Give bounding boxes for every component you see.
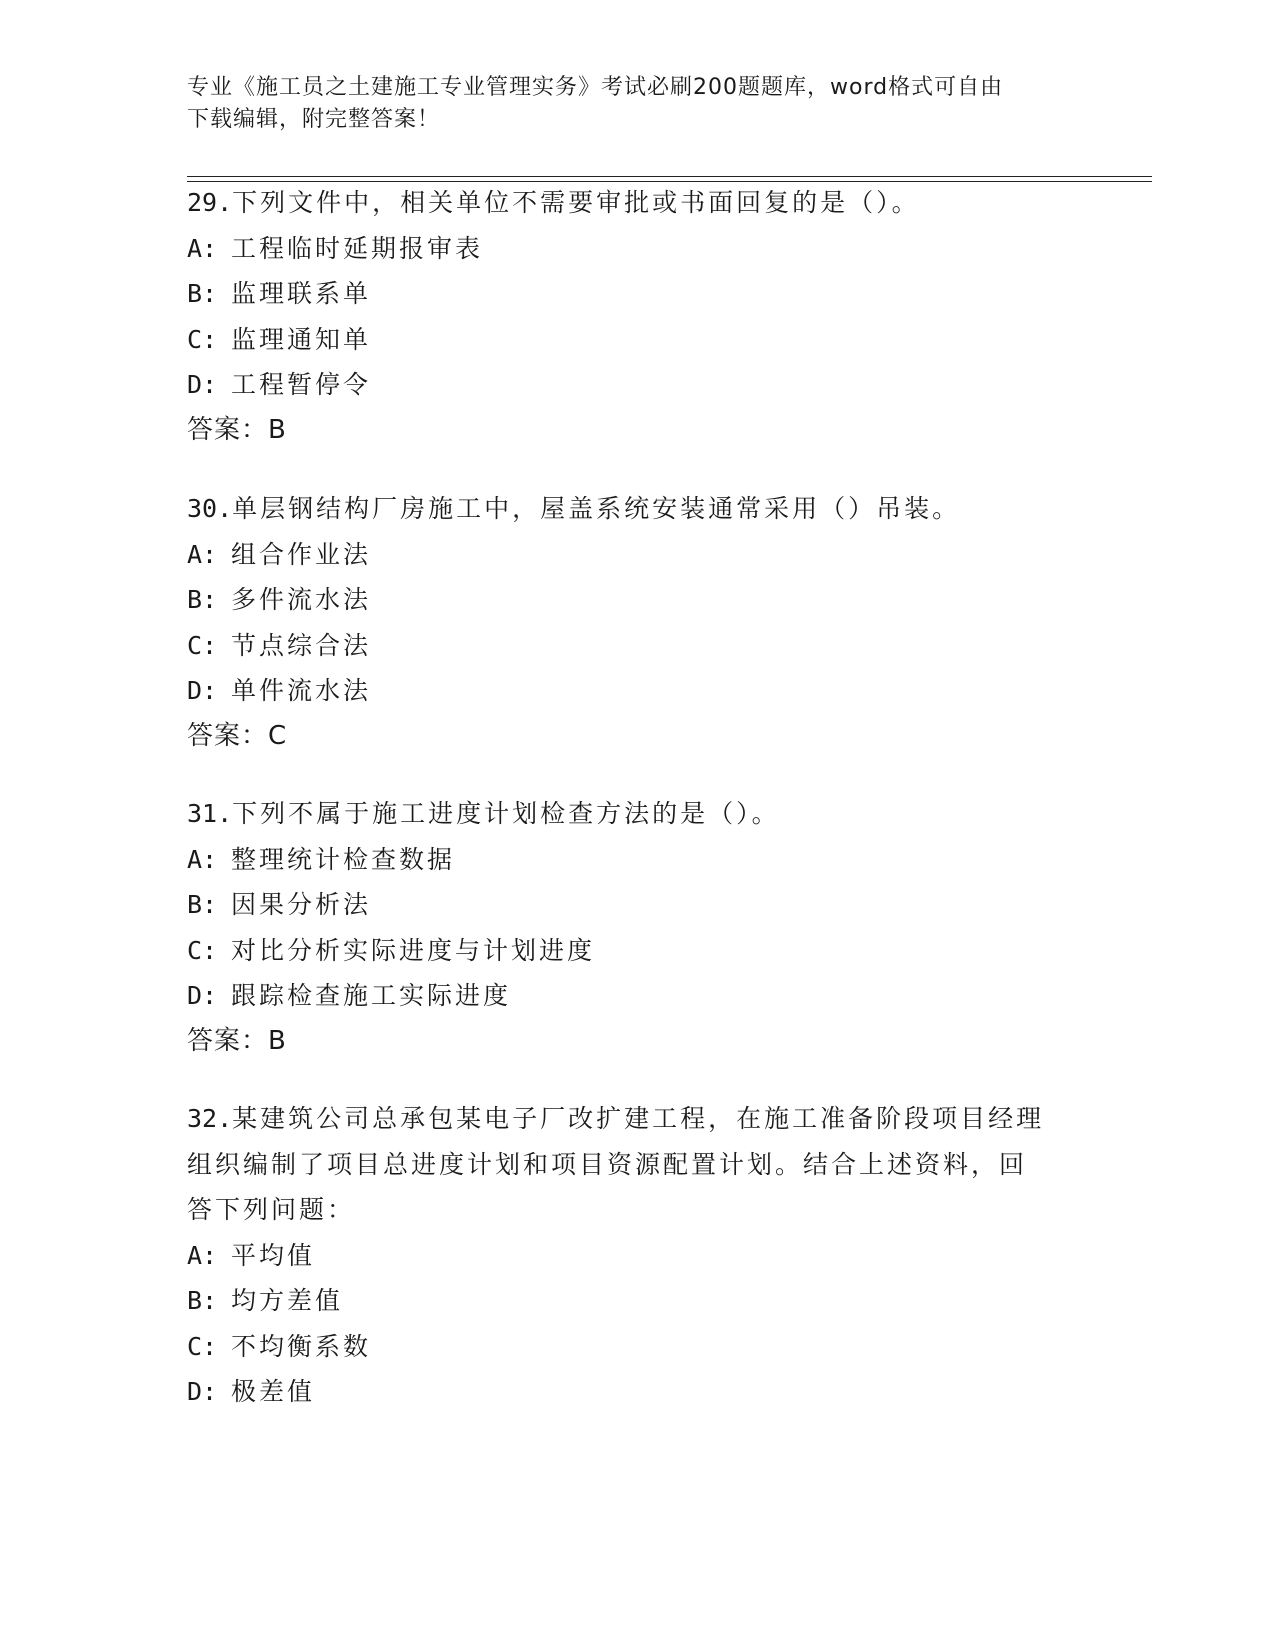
question-29 [187,180,1087,453]
option-text: 极差值 [231,1377,316,1406]
option-text: 多件流水法 [231,585,372,614]
option-text: 不均衡系数 [231,1331,372,1361]
option-c [187,317,1087,363]
question-number: 30. [187,494,233,523]
option-a [187,532,1087,578]
option-text: 工程临时延期报审表 [231,233,484,263]
option-key: A: [187,844,218,874]
option-key: D: [187,676,218,705]
header-line-1: 专业《施工员之土建施工专业管理实务》考试必刷200题题库，word格式可自由 [187,75,1004,100]
option-text: 监理联系单 [231,279,372,308]
header-line-2: 下载编辑，附完整答案！ [187,107,441,132]
option-c [187,1324,1087,1370]
question-number: 29. [187,188,233,217]
option-text: 因果分析法 [231,890,372,919]
question-31 [187,791,1087,1064]
answer: 答案：B [187,1025,287,1056]
option-d [187,362,1087,408]
option-b [187,577,1087,623]
option-key: D: [187,981,218,1010]
option-text: 单件流水法 [231,676,372,705]
option-key: B: [187,279,218,308]
answer: 答案：B [187,414,287,445]
question-text: 下列不属于施工进度计划检查方法的是（）。 [232,799,780,828]
question-32 [187,1096,1087,1415]
header-divider-top [187,176,1152,177]
option-key: B: [187,585,218,614]
option-d [187,973,1087,1019]
question-title [187,1096,1087,1142]
option-text: 对比分析实际进度与计划进度 [231,935,596,965]
option-text: 组合作业法 [231,539,372,569]
option-a [187,226,1087,272]
option-text: 监理通知单 [231,324,372,354]
option-c [187,928,1087,974]
question-text-line-1: 某建筑公司总承包某电子厂改扩建工程，在施工准备阶段项目经理 [232,1104,1045,1133]
option-text: 平均值 [231,1240,316,1270]
option-text: 跟踪检查施工实际进度 [231,981,512,1010]
option-d [187,1369,1087,1415]
option-key: A: [187,233,218,263]
option-c [187,623,1087,669]
option-key: B: [187,1286,218,1315]
question-text-line-3: 答下列问题： [187,1195,356,1224]
question-title [187,486,1087,532]
question-text-line-2: 组织编制了项目总进度计划和项目资源配置计划。结合上述资料，回 [187,1149,1028,1179]
question-text: 下列文件中，相关单位不需要审批或书面回复的是（）。 [232,188,920,217]
answer: 答案：C [187,720,288,751]
option-key: C: [187,324,218,354]
option-key: C: [187,630,218,660]
option-key: C: [187,935,218,965]
option-key: A: [187,1240,218,1270]
option-key: A: [187,539,218,569]
question-title [187,180,1087,226]
option-key: C: [187,1331,218,1361]
question-text: 单层钢结构厂房施工中，屋盖系统安装通常采用（）吊装。 [232,494,961,523]
option-d [187,668,1087,714]
option-b [187,882,1087,928]
option-text: 工程暂停令 [231,370,372,399]
option-a [187,837,1087,883]
option-key: D: [187,370,218,399]
question-title [187,791,1087,837]
option-text: 均方差值 [231,1286,344,1315]
option-key: D: [187,1377,218,1406]
option-b [187,1278,1087,1324]
option-a [187,1233,1087,1279]
question-number: 32. [187,1104,233,1133]
document-header [187,72,1087,136]
option-b [187,271,1087,317]
question-number: 31. [187,799,233,828]
option-key: B: [187,890,218,919]
question-30 [187,486,1087,759]
option-text: 节点综合法 [231,630,372,660]
option-text: 整理统计检查数据 [231,844,456,874]
